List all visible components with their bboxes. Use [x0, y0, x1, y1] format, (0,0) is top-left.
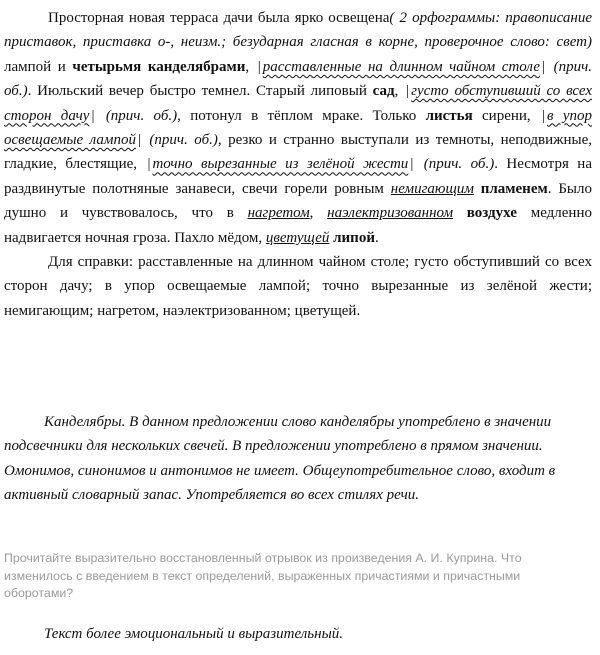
main-text: [4, 6, 592, 323]
clause-marker: |: [410, 156, 414, 173]
text-segment: ,: [394, 83, 405, 100]
bold-noun: сад: [372, 83, 395, 100]
participle-word: наэлектризованном: [327, 205, 454, 222]
abbreviation-note: (прич. об.): [4, 58, 593, 100]
bold-noun: липой: [333, 229, 375, 246]
paragraph-reference: Для справки: расставленные на длинном чайном столе; густо обступивший со всех сторон дачу; в упор освещаемые лампой; точно вырезанные из зелёной жести; немигающим; нагретом, наэлектризованном; цветущей.: [4, 254, 592, 319]
abbreviation-note: (прич. об.): [423, 156, 495, 173]
task-question: Прочитайте выразительно восстановленный отрывок из произведения А. И. Куприна. Что изменилось с введением в текст определений, выраженных причастиями и причастными оборотами?: [4, 551, 522, 600]
bold-noun: воздухе: [466, 205, 517, 222]
bold-noun: пламенем: [480, 180, 548, 197]
clause-marker: |: [147, 156, 151, 173]
text-segment: лампой и: [4, 58, 73, 75]
text-segment: сирени,: [472, 107, 540, 124]
clause-marker: |: [257, 58, 261, 75]
abbreviation-note: (прич. об.): [105, 107, 178, 124]
text-segment: . Было душно и чувствовалось, что в: [4, 180, 592, 222]
participial-phrase: расставленные на длинном чайном столе: [262, 58, 541, 75]
bold-noun: листья: [425, 107, 473, 124]
text-segment: Просторная новая терраса дачи была ярко освещена: [48, 10, 390, 26]
text-segment: . Несмотря на раздвинутые полотняные занавеси, свечи горели ровным: [4, 156, 592, 197]
clause-marker: |: [91, 107, 95, 124]
participial-phrase: точно вырезанные из зелёной жести: [152, 156, 409, 173]
spelling-note: ( 2 орфограммы: правописание приставок, приставка о-, неизм.; безударная гласная в корне, проверочное слово: свет): [4, 10, 592, 51]
participial-phrase: в упор освещаемые лампой: [4, 107, 593, 149]
clause-marker: |: [137, 132, 141, 149]
participle-word: нагретом: [247, 205, 310, 222]
word-definition: Канделябры. В данном предложении слово канделябры употреблено в значении подсвечники для нескольких свечей. В предложении употреблено в прямом значении. Омонимов, синонимов и антонимов не имеет. Общеупотребительное слово, входит в активный словарный запас. Употребляется во всех стилях речи.: [4, 414, 556, 504]
text-segment: , резко и странно выступали из темноты, неподвижные, гладкие, блестящие,: [4, 132, 592, 173]
clause-marker: |: [542, 58, 546, 75]
task-answer: Текст более эмоциональный и выразительный.: [44, 626, 343, 642]
paragraph-restored-text: Просторная новая терраса дачи была ярко освещена( 2 орфограммы: правописание приставок, приставка о-, неизм.; безударная гласная в корне, проверочное слово: свет) лампой и четырьмя канделябрами, | расставленные на длинном чайном столе | (прич. об.). Июльский вечер быстро темнел. Старый липовый сад, | густо обступивший со всех сторон дачу | (прич. об.), потонул в тёплом мраке. Только листья сирени, | в упор освещаемые лампой | (прич. об.), резко и странно выступали из темноты, неподвижные, гладкие, блестящие, | точно вырезанные из зелёной жести | (прич. об.). Несмотря на раздвинутые полотняные занавеси, свечи горели ровным немигающим пламенем. Было душно и чувствовалось, что в нагретом, наэлектризованном воздухе медленно надвигается ночная гроза. Пахло мёдом, цветущей липой.: [4, 10, 593, 246]
text-segment: медленно надвигается ночная гроза. Пахло мёдом,: [4, 205, 592, 246]
bold-noun: четырьмя канделябрами: [72, 58, 246, 75]
participial-phrase: густо обступивший со всех сторон дачу: [4, 83, 592, 124]
abbreviation-note: (прич. об.): [149, 132, 218, 149]
clause-marker: |: [406, 83, 410, 100]
clause-marker: |: [542, 107, 546, 124]
text-segment: ,: [245, 58, 250, 75]
text-segment: , потонул в тёплом мраке. Только: [177, 107, 426, 124]
participle-word: немигающим: [390, 180, 474, 197]
participle-word: цветущей: [265, 229, 330, 246]
text-segment: . Июльский вечер быстро темнел. Старый липовый: [27, 83, 373, 100]
